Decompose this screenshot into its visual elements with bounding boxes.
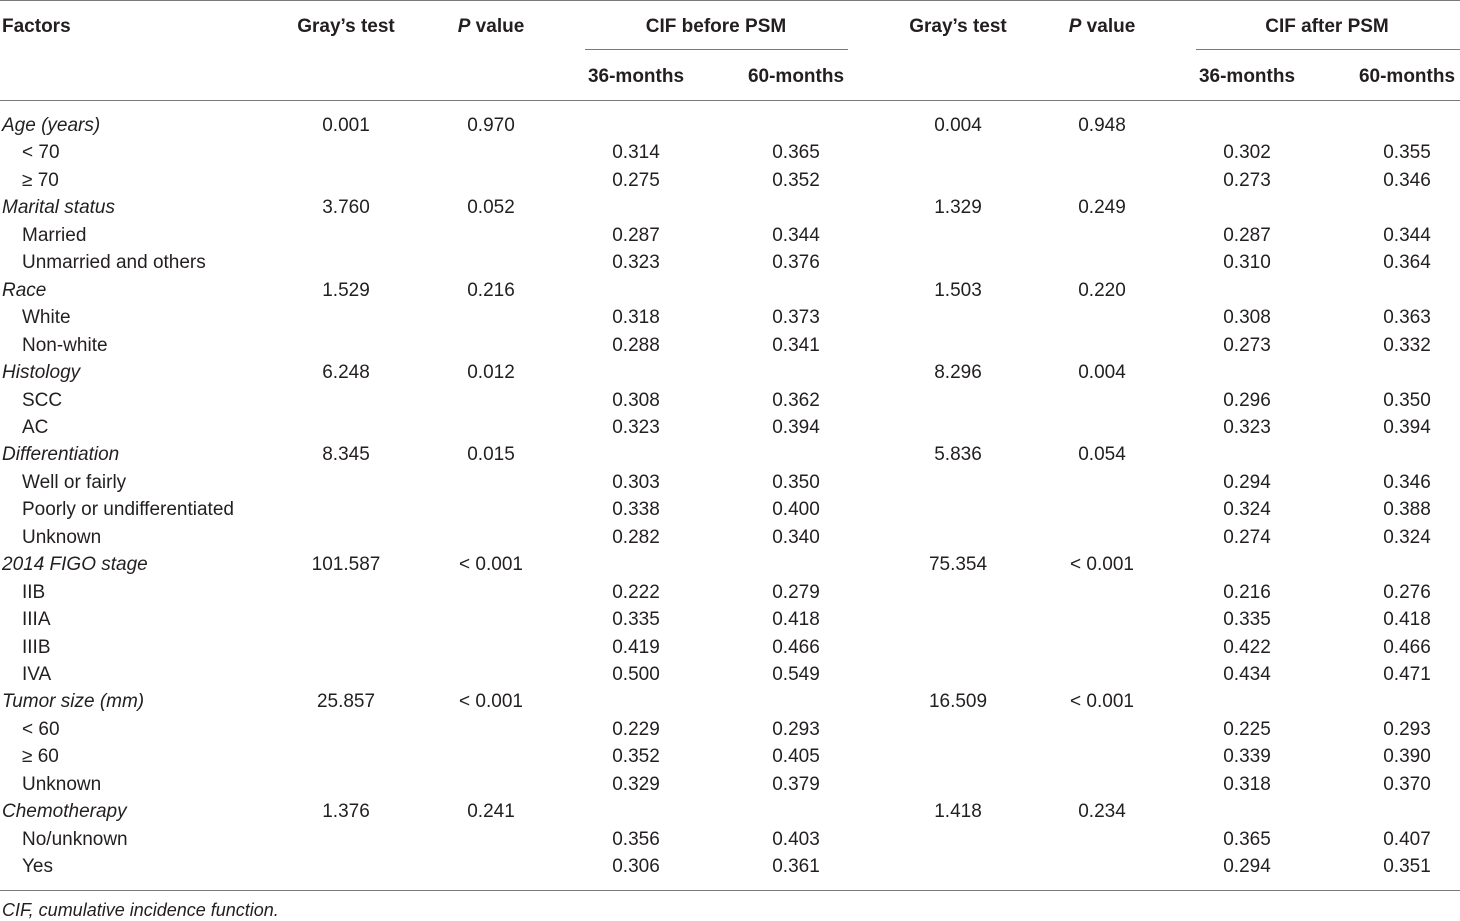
factor-label: Tumor size (mm) bbox=[2, 691, 145, 712]
cell-c36-a: 0.274 bbox=[1223, 527, 1271, 548]
header-p-italic: P bbox=[457, 16, 471, 37]
cell-c60-a: 0.346 bbox=[1383, 472, 1431, 493]
cell-p-a: 0.054 bbox=[1078, 444, 1126, 465]
cell-c36-b: 0.275 bbox=[612, 170, 660, 191]
cell-c60-a: 0.344 bbox=[1383, 225, 1431, 246]
cell-c60-b: 0.340 bbox=[772, 527, 820, 548]
cell-gray-b: 0.001 bbox=[322, 115, 370, 136]
table-bottom-rule bbox=[0, 890, 1460, 891]
cell-c60-a: 0.418 bbox=[1383, 609, 1431, 630]
cell-c60-b: 0.418 bbox=[772, 609, 820, 630]
cell-c36-b: 0.308 bbox=[612, 390, 660, 411]
cell-c60-a: 0.355 bbox=[1383, 142, 1431, 163]
factor-label: 2014 FIGO stage bbox=[2, 554, 148, 575]
cell-c36-b: 0.338 bbox=[612, 499, 660, 520]
category-label: Unknown bbox=[22, 527, 102, 548]
cell-c36-b: 0.229 bbox=[612, 719, 660, 740]
cell-c36-b: 0.303 bbox=[612, 472, 660, 493]
header-p-rest: value bbox=[470, 16, 525, 37]
cell-c36-b: 0.329 bbox=[612, 774, 660, 795]
header-36-months-before: 36-months bbox=[587, 66, 685, 87]
cell-c36-b: 0.500 bbox=[612, 664, 660, 685]
cell-c36-b: 0.288 bbox=[612, 335, 660, 356]
cell-c36-b: 0.318 bbox=[612, 307, 660, 328]
cell-c36-a: 0.434 bbox=[1223, 664, 1271, 685]
cell-c36-b: 0.356 bbox=[612, 829, 660, 850]
header-cif-before-psm: CIF before PSM bbox=[645, 16, 787, 37]
cell-c60-b: 0.376 bbox=[772, 252, 820, 273]
category-label: Well or fairly bbox=[22, 472, 127, 493]
cell-p-b: 0.216 bbox=[467, 280, 515, 301]
cell-c60-a: 0.346 bbox=[1383, 170, 1431, 191]
factor-label: Differentiation bbox=[2, 444, 120, 465]
cell-c60-a: 0.351 bbox=[1383, 856, 1431, 877]
cell-p-a: 0.220 bbox=[1078, 280, 1126, 301]
cell-c60-b: 0.400 bbox=[772, 499, 820, 520]
cell-c60-a: 0.370 bbox=[1383, 774, 1431, 795]
cell-c60-b: 0.373 bbox=[772, 307, 820, 328]
cell-c60-a: 0.332 bbox=[1383, 335, 1431, 356]
table-top-rule bbox=[0, 0, 1460, 1]
header-factors: Factors bbox=[2, 16, 71, 37]
cell-gray-b: 3.760 bbox=[322, 197, 370, 218]
cell-c36-a: 0.318 bbox=[1223, 774, 1271, 795]
cif-after-span-rule bbox=[1196, 49, 1460, 50]
cell-c36-b: 0.352 bbox=[612, 746, 660, 767]
category-label: IIB bbox=[22, 582, 46, 603]
cell-p-b: 0.970 bbox=[467, 115, 515, 136]
cell-c60-a: 0.350 bbox=[1383, 390, 1431, 411]
cell-p-a: < 0.001 bbox=[1070, 691, 1134, 712]
cell-c60-b: 0.341 bbox=[772, 335, 820, 356]
cell-gray-b: 1.376 bbox=[322, 801, 370, 822]
cell-gray-b: 6.248 bbox=[322, 362, 370, 383]
category-label: Yes bbox=[22, 856, 53, 877]
cell-gray-a: 8.296 bbox=[934, 362, 982, 383]
cell-c36-a: 0.294 bbox=[1223, 472, 1271, 493]
cell-c36-a: 0.323 bbox=[1223, 417, 1271, 438]
cell-c60-b: 0.394 bbox=[772, 417, 820, 438]
cell-gray-b: 8.345 bbox=[322, 444, 370, 465]
cell-c60-b: 0.293 bbox=[772, 719, 820, 740]
factor-label: Age (years) bbox=[2, 115, 101, 136]
cell-c60-a: 0.276 bbox=[1383, 582, 1431, 603]
cell-c36-a: 0.273 bbox=[1223, 170, 1271, 191]
category-label: Unmarried and others bbox=[22, 252, 206, 273]
cell-p-b: < 0.001 bbox=[459, 691, 523, 712]
cell-p-a: 0.948 bbox=[1078, 115, 1126, 136]
factor-label: Marital status bbox=[2, 197, 115, 218]
cell-c36-a: 0.339 bbox=[1223, 746, 1271, 767]
cell-c60-a: 0.363 bbox=[1383, 307, 1431, 328]
cell-c60-b: 0.350 bbox=[772, 472, 820, 493]
factor-label: Histology bbox=[2, 362, 81, 383]
category-label: IIIB bbox=[22, 637, 51, 658]
category-label: IIIA bbox=[22, 609, 51, 630]
cell-c36-a: 0.294 bbox=[1223, 856, 1271, 877]
category-label: Married bbox=[22, 225, 87, 246]
header-p-rest: value bbox=[1081, 16, 1136, 37]
factor-label: Chemotherapy bbox=[2, 801, 127, 822]
cell-gray-a: 0.004 bbox=[934, 115, 982, 136]
cell-c36-a: 0.216 bbox=[1223, 582, 1271, 603]
cell-c36-a: 0.365 bbox=[1223, 829, 1271, 850]
cell-c60-a: 0.390 bbox=[1383, 746, 1431, 767]
cell-c60-b: 0.405 bbox=[772, 746, 820, 767]
cell-gray-a: 5.836 bbox=[934, 444, 982, 465]
category-label: Poorly or undifferentiated bbox=[22, 499, 234, 520]
cell-c60-b: 0.403 bbox=[772, 829, 820, 850]
header-p-value-after bbox=[1069, 17, 1136, 37]
category-label: White bbox=[22, 307, 71, 328]
cell-c60-a: 0.388 bbox=[1383, 499, 1431, 520]
cell-c36-a: 0.422 bbox=[1223, 637, 1271, 658]
category-label: < 60 bbox=[22, 719, 60, 740]
cell-c36-b: 0.323 bbox=[612, 417, 660, 438]
category-label: IVA bbox=[22, 664, 52, 685]
cell-c60-a: 0.466 bbox=[1383, 637, 1431, 658]
cell-c36-b: 0.335 bbox=[612, 609, 660, 630]
cell-p-b: 0.241 bbox=[467, 801, 515, 822]
cell-gray-a: 75.354 bbox=[928, 554, 988, 575]
cell-c36-b: 0.419 bbox=[612, 637, 660, 658]
cell-c36-b: 0.287 bbox=[612, 225, 660, 246]
cell-c36-a: 0.310 bbox=[1223, 252, 1271, 273]
cell-c36-b: 0.306 bbox=[612, 856, 660, 877]
category-label: SCC bbox=[22, 390, 63, 411]
header-grays-test-before: Gray’s test bbox=[297, 16, 395, 37]
cell-c60-b: 0.352 bbox=[772, 170, 820, 191]
cell-c60-a: 0.364 bbox=[1383, 252, 1431, 273]
header-grays-test-after: Gray’s test bbox=[909, 16, 1007, 37]
header-60-months-before: 60-months bbox=[747, 66, 845, 87]
category-label: ≥ 70 bbox=[22, 170, 59, 191]
cell-c36-a: 0.273 bbox=[1223, 335, 1271, 356]
header-cif-after-psm: CIF after PSM bbox=[1265, 16, 1389, 37]
cell-p-a: 0.004 bbox=[1078, 362, 1126, 383]
cell-c60-a: 0.394 bbox=[1383, 417, 1431, 438]
cell-gray-b: 25.857 bbox=[316, 691, 376, 712]
cell-p-a: 0.234 bbox=[1078, 801, 1126, 822]
cell-c36-a: 0.225 bbox=[1223, 719, 1271, 740]
cell-c36-b: 0.222 bbox=[612, 582, 660, 603]
cell-c60-b: 0.549 bbox=[772, 664, 820, 685]
cif-before-span-rule bbox=[585, 49, 848, 50]
cell-c36-a: 0.335 bbox=[1223, 609, 1271, 630]
header-36-months-after: 36-months bbox=[1198, 66, 1296, 87]
cell-c36-b: 0.314 bbox=[612, 142, 660, 163]
cell-c60-b: 0.365 bbox=[772, 142, 820, 163]
header-bottom-rule bbox=[0, 100, 1460, 101]
category-label: < 70 bbox=[22, 142, 60, 163]
cell-p-b: < 0.001 bbox=[459, 554, 523, 575]
cell-gray-b: 101.587 bbox=[311, 554, 381, 575]
cell-c36-a: 0.302 bbox=[1223, 142, 1271, 163]
cell-c60-b: 0.344 bbox=[772, 225, 820, 246]
cell-gray-a: 1.418 bbox=[934, 801, 982, 822]
cell-c36-a: 0.287 bbox=[1223, 225, 1271, 246]
category-label: Non-white bbox=[22, 335, 108, 356]
table-footnote: CIF, cumulative incidence function. bbox=[2, 900, 279, 920]
cell-c60-b: 0.379 bbox=[772, 774, 820, 795]
cell-gray-a: 16.509 bbox=[928, 691, 988, 712]
cell-gray-b: 1.529 bbox=[322, 280, 370, 301]
cell-c36-a: 0.296 bbox=[1223, 390, 1271, 411]
cell-c36-a: 0.308 bbox=[1223, 307, 1271, 328]
cell-c60-b: 0.362 bbox=[772, 390, 820, 411]
cell-c36-a: 0.324 bbox=[1223, 499, 1271, 520]
cell-c60-b: 0.279 bbox=[772, 582, 820, 603]
category-label: AC bbox=[22, 417, 49, 438]
category-label: No/unknown bbox=[22, 829, 128, 850]
cell-c60-a: 0.471 bbox=[1383, 664, 1431, 685]
category-label: ≥ 60 bbox=[22, 746, 59, 767]
cell-p-a: < 0.001 bbox=[1070, 554, 1134, 575]
cell-c36-b: 0.282 bbox=[612, 527, 660, 548]
header-60-months-after: 60-months bbox=[1358, 66, 1456, 87]
category-label: Unknown bbox=[22, 774, 102, 795]
factor-label: Race bbox=[2, 280, 47, 301]
cell-p-a: 0.249 bbox=[1078, 197, 1126, 218]
header-p-italic: P bbox=[1068, 16, 1082, 37]
cell-c60-a: 0.293 bbox=[1383, 719, 1431, 740]
cell-p-b: 0.052 bbox=[467, 197, 515, 218]
cell-p-b: 0.015 bbox=[467, 444, 515, 465]
cell-p-b: 0.012 bbox=[467, 362, 515, 383]
cell-gray-a: 1.329 bbox=[934, 197, 982, 218]
cell-c60-a: 0.407 bbox=[1383, 829, 1431, 850]
cell-gray-a: 1.503 bbox=[934, 280, 982, 301]
cell-c36-b: 0.323 bbox=[612, 252, 660, 273]
cell-c60-b: 0.361 bbox=[772, 856, 820, 877]
cell-c60-b: 0.466 bbox=[772, 637, 820, 658]
cell-c60-a: 0.324 bbox=[1383, 527, 1431, 548]
header-p-value-before bbox=[458, 17, 525, 37]
